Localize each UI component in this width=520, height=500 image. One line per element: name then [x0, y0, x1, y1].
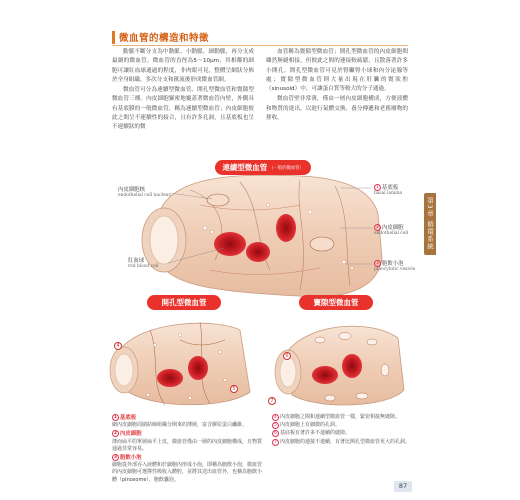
- figure-banner-sinusoidal: 竇隙型微血管: [299, 295, 373, 310]
- red-blood-cell: [246, 242, 270, 262]
- note-marker: 4: [272, 414, 279, 421]
- note-item: [272, 430, 422, 437]
- label-english: endothelial cell: [374, 231, 409, 237]
- note-marker: 6: [272, 430, 279, 437]
- note-body: 內皮細胞上有細微的孔洞。: [280, 422, 341, 429]
- red-blood-cell: [214, 232, 246, 256]
- note-item: [112, 430, 262, 453]
- label-text: 胞飲小泡: [382, 261, 404, 267]
- label-pinocytotic-vesicle: [374, 260, 415, 273]
- note-item: [112, 454, 262, 484]
- label-basal-lamina: [374, 184, 402, 197]
- note-item: [272, 414, 422, 421]
- banner-label: 連續型微血管: [222, 163, 268, 172]
- note-item: [272, 422, 422, 429]
- note-marker: 3: [113, 455, 118, 461]
- continuous-capillary-drawing: [142, 175, 382, 297]
- figure-banner-fenestrated: 開孔型微血管: [147, 295, 221, 310]
- note-body: 基底板有著許多不連續的縫隙。: [280, 430, 351, 437]
- note-marker: 2: [113, 431, 118, 437]
- label-text: 內皮細胞: [382, 225, 404, 231]
- note-heading: 胞飲小泡: [120, 455, 142, 462]
- label-english: red blood cell: [128, 264, 159, 270]
- note-marker: 1: [113, 415, 118, 420]
- marker-7: 7: [268, 397, 276, 405]
- banner-sublabel: （一般的微血管）: [269, 165, 304, 171]
- red-blood-cell: [312, 366, 338, 384]
- label-red-blood-cell: [128, 258, 158, 270]
- marker-1: 1: [374, 184, 381, 191]
- label-text: 紅血球: [128, 258, 145, 264]
- sinusoidal-capillary-drawing: [275, 326, 404, 405]
- notes-left: [112, 414, 262, 485]
- marker-6: 6: [283, 352, 291, 360]
- label-text: 內皮細胞核: [118, 187, 145, 193]
- page-number: 87: [394, 481, 412, 492]
- paragraph: 動脈不斷分支為中動脈、小動脈、細動脈，再分支成最細的微血管。微血管的直徑為5～10μm，其相鄰的細胞可讓紅血球通過的程度，非肉眼可見，整體呈網狀分佈於全身組織，多次分支和匯流後形成微血管網。: [112, 49, 254, 83]
- red-blood-cell: [157, 369, 183, 387]
- note-marker: 5: [272, 422, 279, 429]
- marker-3: 3: [374, 260, 381, 267]
- marker-4: 4: [114, 342, 122, 350]
- note-body: 薄而扁平的單層扁平上皮，微血管僅由一層的內皮細胞構成，且物質通過非常容易。: [112, 438, 263, 452]
- marker-2: 2: [374, 224, 381, 231]
- label-endothelial-cell: [374, 224, 408, 237]
- note-body: 細胞從外部吞入液體和於細胞內形成小泡，即稱為胞飲小泡，微血管的內皮細胞可選擇性吸收入體腔，並將其送出血管外，也稱為胞飲小體（pinosome）、胞飲囊泡。: [112, 462, 263, 483]
- note-item: [272, 439, 422, 446]
- note-marker: 7: [272, 439, 279, 446]
- paragraph: 血管稱為竇隙型微血管；開孔型微血管的內皮細胞間雖然無縫相接，但彼此之間的連接較疏鬆，且散落著許多小開孔。開孔型微血管可見於腎臟腎小球和內分泌腺等處；竇隙型微血管則大量出現在肝臟的竇狀腔（sinusoid）中，可讓蛋白質等較大的分子通過。: [266, 49, 408, 93]
- label-text: 基底板: [382, 185, 399, 191]
- note-body: 內皮細胞的連接不連續，有著比開孔型微血管更大的孔洞。: [280, 438, 411, 445]
- note-body: 網內皮細胞周圍結締組織分開來的薄層，富含膠原蛋白纖維。: [112, 422, 248, 429]
- label-english: basal lamina: [374, 191, 403, 197]
- figure-banner-continuous: [215, 160, 311, 175]
- paragraph: 微血管可分為連續型微血管、開孔型微血管和竇隙型微血管三種。內皮細胞緊密地覆蓋著微血管內壁，外側具有基底膜的一般微血管，稱為連續型微血管；內皮細胞彼此之間呈不連續性的接合，且有許多孔洞，且基底板也呈不連續狀的微: [112, 87, 254, 131]
- section-title: 微血管的構造和特徵: [119, 33, 210, 44]
- red-blood-cell: [188, 356, 208, 380]
- note-item: [112, 414, 262, 429]
- chapter-tab[interactable]: 第3章 循環系統: [424, 193, 436, 255]
- label-english: endothelial cell nucleus: [118, 193, 171, 199]
- paragraph: 微血管壁非常薄，僅由一層內皮細胞構成，方便液體和物質的進出，以進行氣體交換、養分傳遞和老舊廢物的排收。: [266, 96, 408, 122]
- label-endothelial-nucleus: [118, 187, 171, 199]
- marker-5: 5: [230, 385, 238, 393]
- note-heading: 內皮細胞: [120, 431, 142, 438]
- notes-right: [272, 414, 422, 447]
- red-blood-cell: [342, 354, 362, 378]
- label-english: pinocytotic vesicle: [374, 267, 416, 273]
- note-heading: 基底板: [120, 415, 137, 421]
- fenestrated-capillary-drawing: [110, 322, 250, 405]
- note-body: 內皮細胞之間和連續型微血管一樣，緊密相接無縫隙。: [280, 414, 401, 420]
- red-blood-cell: [276, 214, 296, 242]
